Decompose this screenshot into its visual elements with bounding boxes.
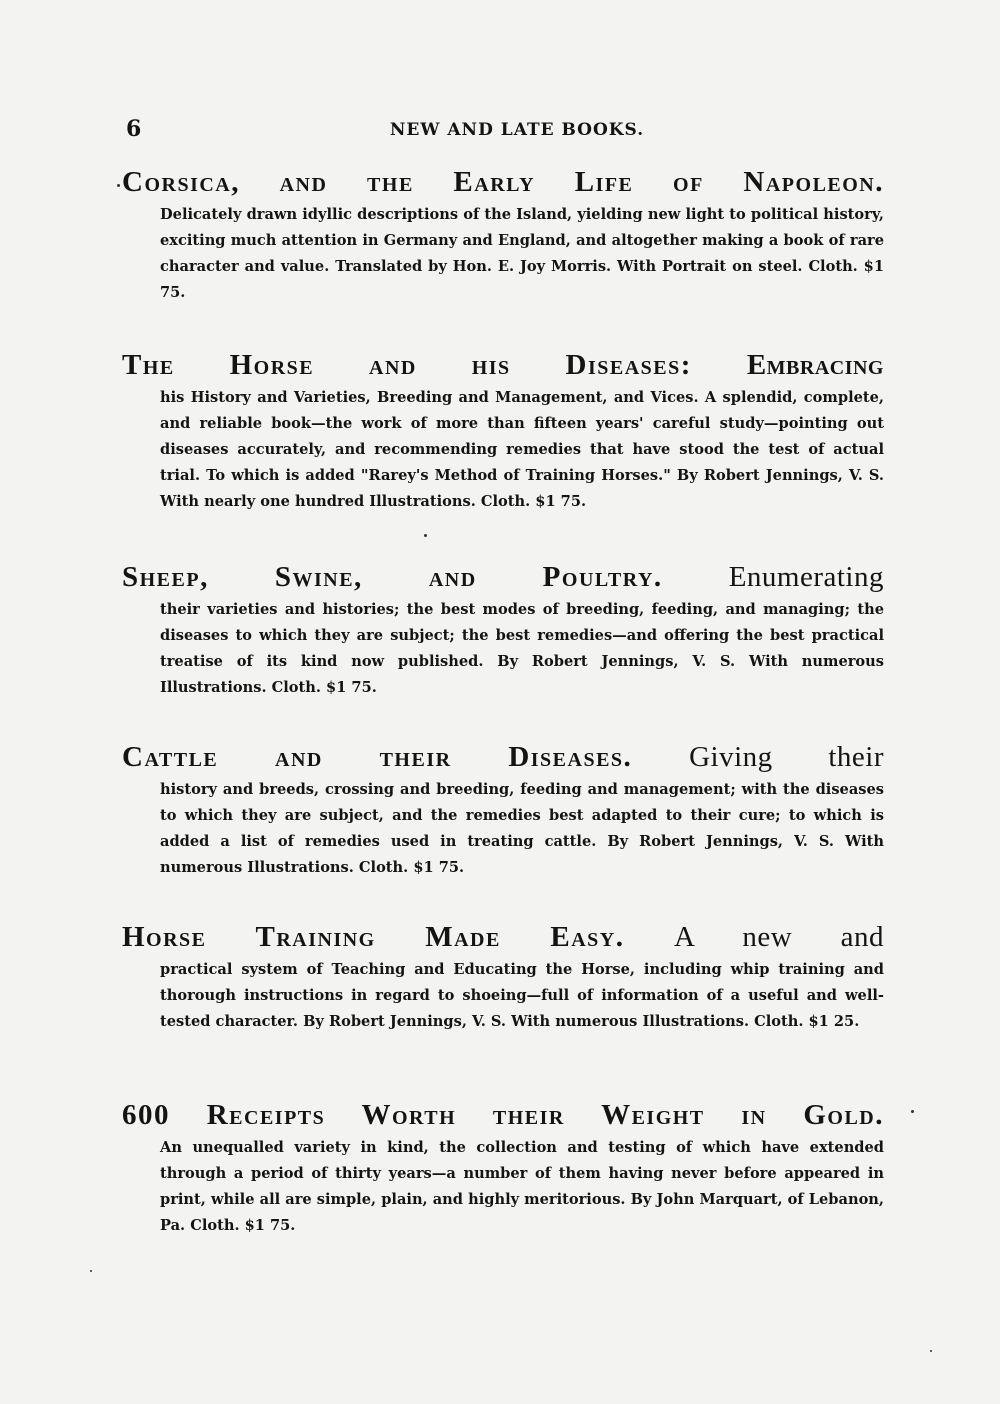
print-speck [117, 184, 120, 187]
book-entry-horse-training [122, 917, 884, 1035]
book-entry-corsica [122, 162, 884, 306]
page-header [122, 116, 882, 146]
entry-title [122, 917, 884, 957]
page-number: 6 [126, 116, 142, 142]
running-head: NEW AND LATE BOOKS. [389, 120, 645, 140]
entry-description: An unequalled variety in kind, the collection and testing of which have extended through a period of thirty years—a number of them having never before appeared in print, while all are simple, plain, and highly meritorious. By John Marquart, of Lebanon, Pa. Cloth. $1 75. [160, 1139, 884, 1234]
entry-description: history and breeds, crossing and breeding, feeding and management; with the diseases to which they are subject, and the remedies best adapted to their cure; to which is added a list of remedies used in treating cattle. By Robert Jennings, V. S. With numerous Illustrations. Cloth. $1 75. [160, 781, 884, 876]
entry-title [122, 345, 884, 385]
entry-description: his History and Varieties, Breeding and Management, and Vices. A splendid, complete, and reliable book—the work of more than fifteen years' careful study—pointing out diseases accurately, and recommending remedies that have stood the test of actual trial. To which is added "Rarey's Method of Training Horses." By Robert Jennings, V. S. With nearly one hundred Illustrations. Cloth. $1 75. [160, 389, 884, 510]
entry-title [122, 737, 884, 777]
print-speck [930, 1350, 932, 1352]
entry-title-main: The Horse and his Diseases: [122, 349, 692, 381]
book-entry-sheep-swine-poultry [122, 557, 884, 701]
book-entry-cattle-diseases [122, 737, 884, 881]
book-entry-600-receipts [122, 1095, 884, 1239]
entry-description: practical system of Teaching and Educating the Horse, including whip training and thorough instructions in regard to shoeing—full of information of a useful and well-tested character. By Robert Jennings, V. S. With numerous Illustrations. Cloth. $1 25. [160, 961, 884, 1030]
entry-title-main: 600 Receipts Worth their Weight in Gold. [122, 1099, 884, 1131]
book-entry-horse-diseases [122, 345, 884, 515]
entry-title-main: Corsica, and the Early Life of Napoleon. [122, 166, 884, 198]
entry-description: Delicately drawn idyllic descriptions of the Island, yielding new light to political history, exciting much attention in Germany and England, and altogether making a book of rare character and value. Translated by Hon. E. Joy Morris. With Portrait on steel. Cloth. $1 75. [160, 206, 884, 301]
entry-title-tail: Giving their [689, 741, 884, 773]
print-speck [911, 1110, 914, 1113]
print-speck [424, 534, 427, 537]
entry-title-main: Cattle and their Diseases. [122, 741, 633, 773]
entry-title-tail: A new and [673, 921, 884, 953]
entry-description: their varieties and histories; the best modes of breeding, feeding, and managing; the diseases to which they are subject; the best remedies—and offering the best practical treatise of its kind now published. By Robert Jennings, V. S. With numerous Illustrations. Cloth. $1 75. [160, 601, 884, 696]
entry-title [122, 162, 884, 202]
entry-title [122, 1095, 884, 1135]
entry-title-tail: Embracing [746, 349, 884, 381]
entry-title-main: Sheep, Swine, and Poultry. [122, 561, 663, 593]
entry-title-tail: Enumerating [728, 561, 884, 593]
print-speck [90, 1270, 92, 1272]
entry-title-main: Horse Training Made Easy. [122, 921, 625, 953]
entry-title [122, 557, 884, 597]
